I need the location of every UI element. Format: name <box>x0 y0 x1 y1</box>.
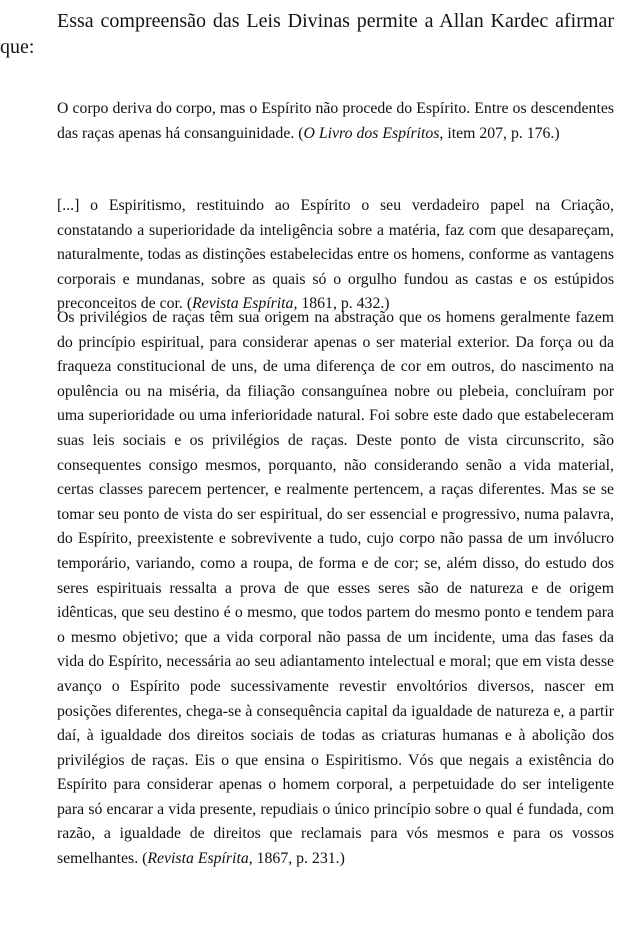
quote-block <box>57 306 614 872</box>
quote-citation: , item 207, p. 176.) <box>439 124 560 142</box>
quote-source: Revista Espírita <box>147 850 249 868</box>
quote-citation: , 1861, p. 432.) <box>293 295 390 313</box>
intro-paragraph: Essa compreensão das Leis Divinas permite a Allan Kardec afirmar que: <box>0 10 614 58</box>
quote-citation: , 1867, p. 231.) <box>248 850 345 868</box>
quote-block <box>57 194 614 317</box>
quote-text: [...] o Espiritismo, restituindo ao Espírito o seu verdadeiro papel na Criação, constatando a superioridade da inteligência sobre a matéria, faz com que desapareçam, naturalmente, todas as distinções estabelecidas entre os homens, conforme as vantagens corporais e mundanas, sobre as quais só o orgulho fundou as castas e os estúpidos preconceitos de cor. ( <box>57 197 614 313</box>
quote-block <box>57 97 614 146</box>
quote-source: Revista Espírita <box>192 295 294 313</box>
quote-source: O Livro dos Espíritos <box>303 124 440 142</box>
quote-text: Os privilégios de raças têm sua origem na abstração que os homens geralmente fazem do princípio espiritual, para considerar apenas o ser material exterior. Da força ou da fraqueza constitucional de uns, de uma diferença de cor em outros, do nascimento na opulência ou na miséria, da filiação consanguínea nobre ou plebeia, concluíram por uma superioridade ou uma inferioridade natural. Foi sobre este dado que estabeleceram suas leis sociais e os privilégios de raças. Deste ponto de vista circunscrito, são consequentes consigo mesmos, porquanto, não considerando senão a vida material, certas classes parecem pertencer, e realmente pertencem, a raças diferentes. Mas se se tomar seu ponto de vista do ser espiritual, do ser essencial e progressivo, numa palavra, do Espírito, preexistente e sobrevivente a tudo, cujo corpo não passa de um invólucro temporário, variando, como a roupa, de forma e de cor; se, além disso, do estudo dos seres espirituais ressalta a prova de que esses seres são de natureza e de origem idênticas, que seu destino é o mesmo, que todos partem do mesmo ponto e tendem para o mesmo objetivo; que a vida corporal não passa de um incidente, uma das fases da vida do Espírito, necessária ao seu adiantamento intelectual e moral; que em vista desse avanço o Espírito pode sucessivamente revestir envoltórios diversos, nascer em posições diferentes, chega-se à consequência capital da igualdade de natureza e, a partir daí, à igualdade dos direitos sociais de todas as criaturas humanas e à abolição dos privilégios de raças. Eis o que ensina o Espiritismo. Vós que negais a existência do Espírito para considerar apenas o homem corporal, a perpetuidade do ser inteligente para só encarar a vida presente, repudiais o único princípio sobre o qual é fundada, com razão, a igualdade de direitos que reclamais para vós mesmos e para os vossos semelhantes. ( <box>57 309 614 868</box>
quote-text: O corpo deriva do corpo, mas o Espírito não procede do Espírito. Entre os descendentes das raças apenas há consanguinidade. ( <box>57 100 614 142</box>
